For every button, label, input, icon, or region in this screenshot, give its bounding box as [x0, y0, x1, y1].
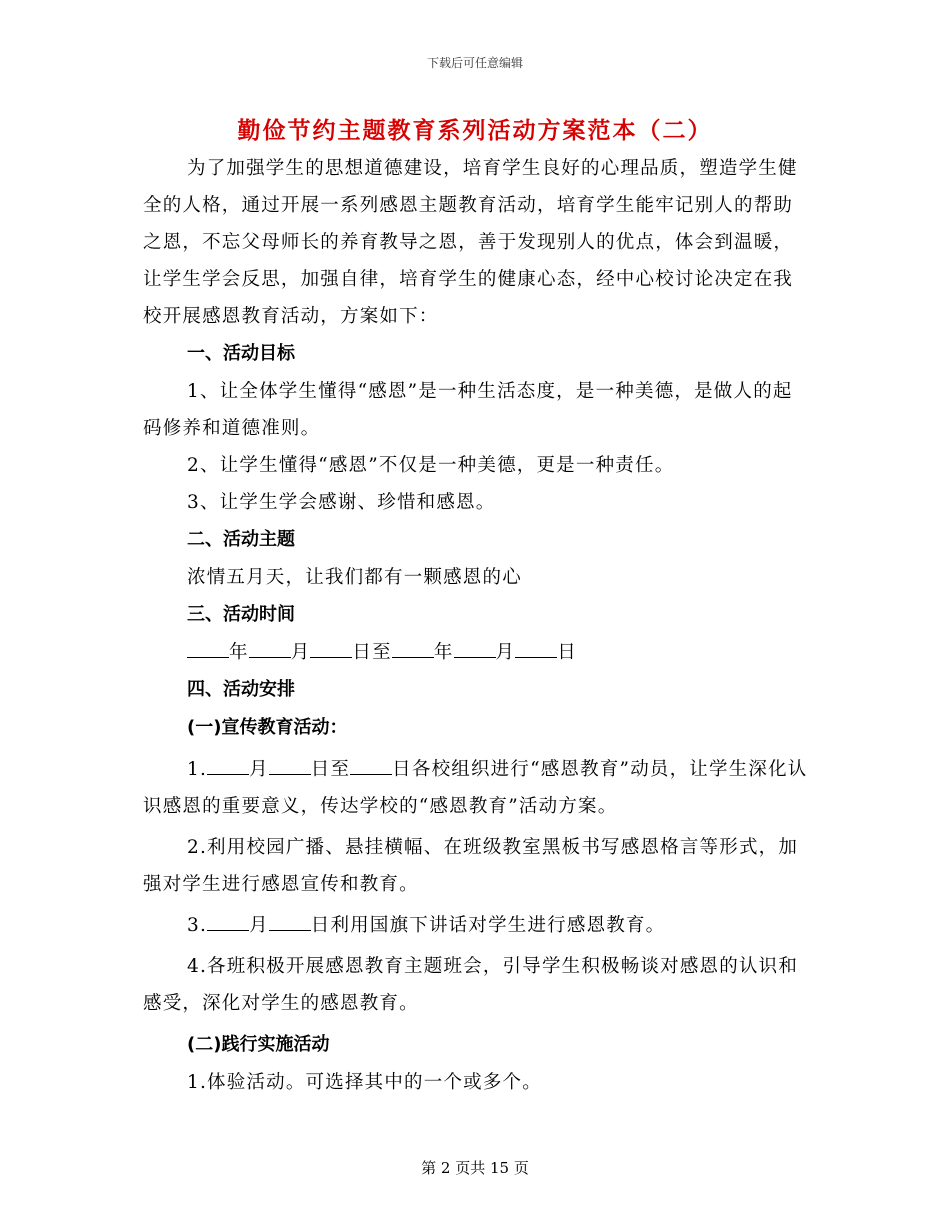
subsection-heading-practice: (二)践行实施活动: [187, 1034, 330, 1055]
section-heading-theme: 二、活动主题: [187, 529, 295, 550]
subsection-heading-publicity: (一)宣传教育活动：: [187, 717, 348, 738]
page-header: 下载后可任意编辑: [426, 56, 523, 70]
blank-line: [454, 643, 496, 658]
publicity-item-1: [143, 751, 808, 825]
section-heading-goals: 一、活动目标: [187, 343, 295, 364]
section-heading-arrangement: 四、活动安排: [187, 679, 295, 700]
item-text: 月: [249, 915, 269, 936]
item-text: 日利用国旗下讲话对学生进行感恩教育。: [310, 915, 666, 936]
time-label: 年: [229, 642, 249, 663]
blank-line: [207, 760, 249, 775]
item-number: 3.: [187, 915, 208, 936]
blank-line: [515, 643, 557, 658]
theme-text: 浓情五月天，让我们都有一颗感恩的心: [187, 567, 522, 588]
blank-line: [269, 916, 311, 931]
publicity-item-4: 4.各班积极开展感恩教育主题班会，引导学生积极畅谈对感恩的认识和感受，深化对学生的感恩教育。: [143, 956, 799, 1014]
blank-line: [207, 916, 249, 931]
blank-line: [310, 643, 352, 658]
blank-line: [269, 760, 311, 775]
time-label: 日: [557, 642, 577, 663]
blank-line: [392, 643, 434, 658]
goal-item-2: 2、让学生懂得“感恩”不仅是一种美德，更是一种责任。: [187, 455, 675, 476]
blank-line: [249, 643, 291, 658]
practice-item-1: 1.体验活动。可选择其中的一个或多个。: [187, 1072, 542, 1093]
item-number: 1.: [187, 759, 208, 780]
publicity-item-3: [143, 907, 808, 944]
document-title: 勤俭节约主题教育系列活动方案范本（二）: [237, 118, 713, 144]
blank-line: [187, 643, 229, 658]
goal-item-1: 1、让全体学生懂得“感恩”是一种生活态度，是一种美德，是做人的起码修养和道德准则。: [143, 381, 793, 439]
time-blanks: [143, 634, 808, 671]
time-label: 日至: [352, 642, 392, 663]
item-text: 日各校组织进行“感恩教育”动员，让学生深化认识感恩的重要意义，传达学校的“感恩教育”活动方案。: [143, 759, 808, 817]
item-text: 日至: [310, 759, 351, 780]
publicity-item-2: 2.利用校园广播、悬挂横幅、在班级教室黑板书写感恩格言等形式，加强对学生进行感恩宣传和教育。: [143, 837, 799, 895]
section-heading-time: 三、活动时间: [187, 604, 295, 625]
page-footer: 第 2 页共 15 页: [421, 1159, 529, 1177]
time-label: 年: [433, 642, 454, 663]
goal-item-3: 3、让学生学会感谢、珍惜和感恩。: [187, 492, 496, 513]
blank-line: [350, 760, 392, 775]
time-label: 月: [495, 642, 516, 663]
item-text: 月: [249, 759, 269, 780]
document-body: [143, 150, 808, 1101]
time-label: 月: [290, 642, 311, 663]
intro-paragraph: 为了加强学生的思想道德建设，培育学生良好的心理品质，塑造学生健全的人格，通过开展一系列感恩主题教育活动，培育学生能牢记别人的帮助之恩，不忘父母师长的养育教导之恩，善于发现别人的优点，体会到温暖，让学生学会反思，加强自律，培育学生的健康心态，经中心校讨论决定在我校开展感恩教育活动，方案如下：: [143, 158, 798, 327]
